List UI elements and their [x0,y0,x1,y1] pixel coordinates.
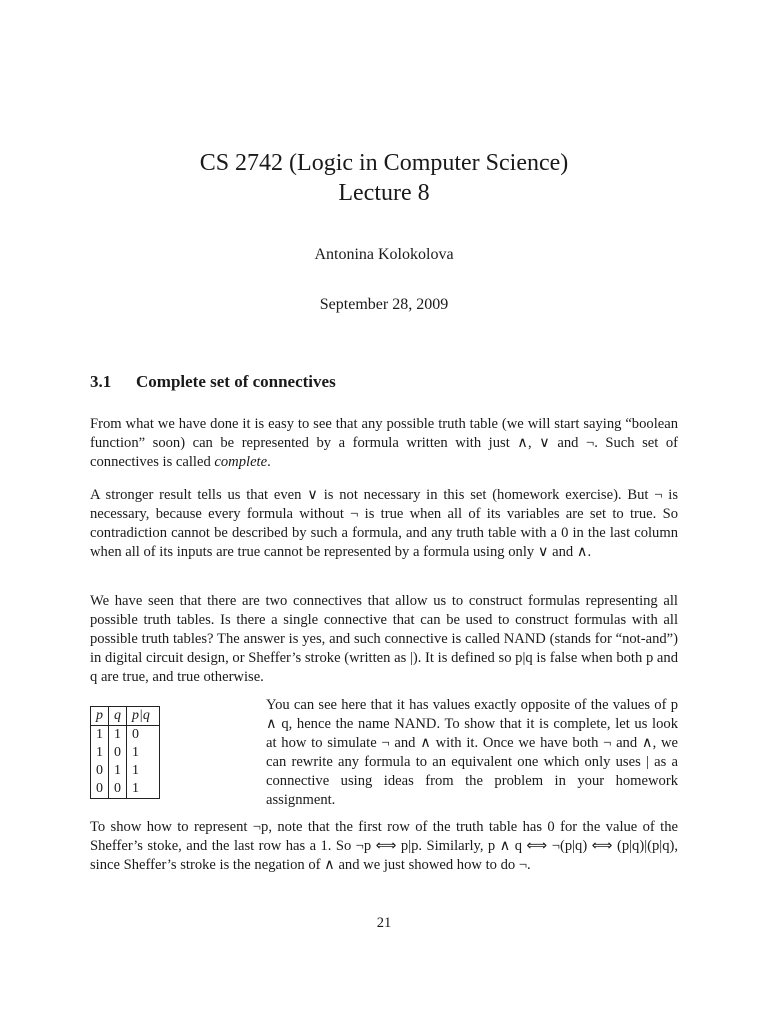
table-cell: 1 [91,726,109,745]
paragraph-stronger-result: A stronger result tells us that even ∨ is not necessary in this set (homework exercise). But ¬ is necessary, because every formula without ¬ is true when all of its variables are set to true. So contradiction cannot be described by such a formula, and any truth table with a 0 in the last column when all of its inputs are true cannot be represented by a formula using only ∨ and ∧. [90,487,678,560]
table-header-row [91,707,160,726]
table-cell: 1 [109,726,127,745]
table-row [91,780,160,799]
column-header: p [91,707,109,726]
table-cell: 0 [109,780,127,799]
paragraph-nand-intro: We have seen that there are two connectives that allow us to construct formulas representing all possible truth tables. Is there a single connective that can be used to construct formulas with all possible truth tables? The answer is yes, and such connective is called NAND (stands for “not-and”) in digital circuit design, or Sheffer’s stroke (written as |). It is defined so p|q is false when both p and q are true, and true otherwise. [90,593,678,685]
page-number: 21 [376,915,392,931]
lecture-date: September 28, 2009 [319,296,449,313]
column-header: q [109,707,127,726]
table-cell: 1 [127,744,160,762]
table-row [91,762,160,780]
table-row [91,726,160,745]
paragraph-simulate-not-and: To show how to represent ¬p, note that the first row of the truth table has 0 for the value of the Sheffer’s stoke, and the last row has a 1. So ¬p ⟺ p|p. Similarly, p ∧ q ⟺ ¬(p|q) ⟺ (p|q)|(p|q), since Sheffer’s stroke is the negation of ∧ and we just showed how to do ¬. [90,819,678,873]
table-cell: 1 [91,744,109,762]
paragraph-text: From what we have done it is easy to see that any possible truth table (we will start saying “boolean function” soon) can be represented by a formula written with just ∧, ∨ and ¬. Such set of connectives is called [90,416,678,470]
table-cell: 0 [109,744,127,762]
section-number: 3.1 [90,372,112,391]
table-cell: 0 [91,762,109,780]
paragraph-nand-completeness: You can see here that it has values exactly opposite of the values of p ∧ q, hence the name NAND. To show that it is complete, let us look at how to simulate ¬ and ∧ with it. Once we have both ¬ and ∧, we can rewrite any formula to an equivalent one which only uses | as a connective using ideas from the problem in your homework assignment. [266,697,678,808]
nand-truth-table [90,706,160,799]
table-cell: 1 [109,762,127,780]
table-cell: 0 [127,726,160,745]
table-cell: 1 [127,762,160,780]
table-cell: 0 [91,780,109,799]
table-cell: 1 [127,780,160,799]
emphasized-term: complete [214,454,268,470]
title-line-course: CS 2742 (Logic in Computer Science) [199,150,569,176]
paragraph-complete-connectives [90,415,678,472]
column-header: p|q [127,707,160,726]
table-row [91,744,160,762]
author-name: Antonina Kolokolova [314,246,454,263]
page-title [0,148,768,208]
title-line-lecture: Lecture 8 [338,180,430,206]
paragraph-text: . [267,454,271,470]
section-title: Complete set of connectives [136,372,336,391]
section-heading [90,372,336,392]
